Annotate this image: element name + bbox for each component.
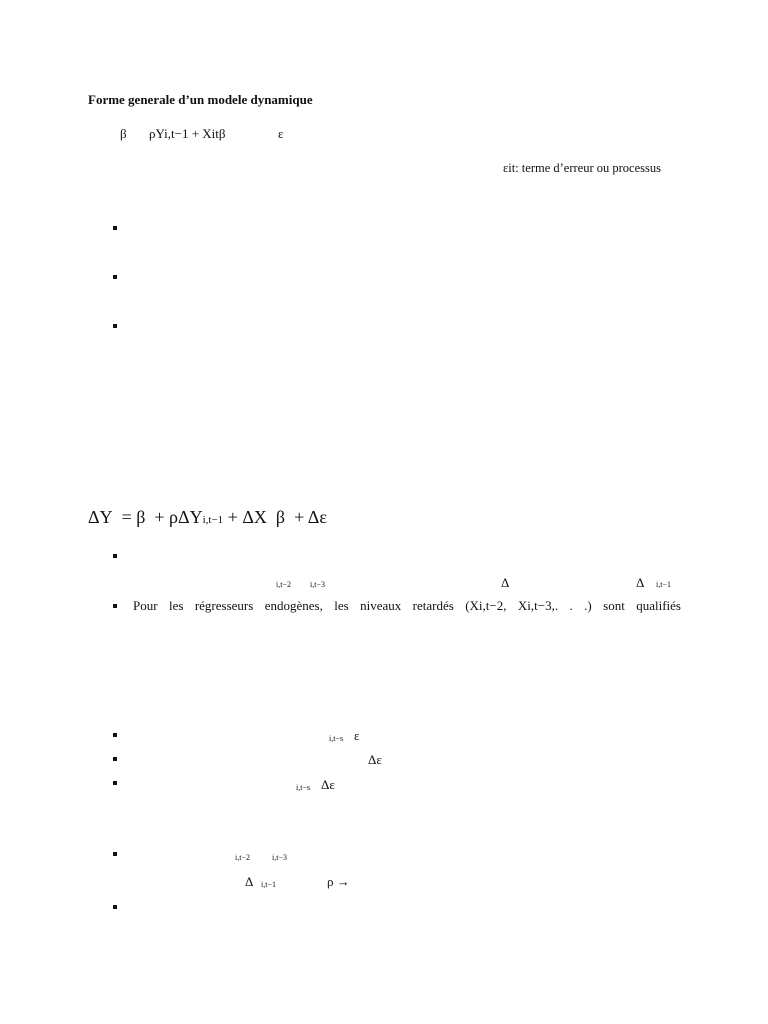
model-epsilon-symbol: ε xyxy=(278,126,284,141)
bullet-marker xyxy=(113,275,117,279)
bullet-marker xyxy=(113,757,117,761)
bullet-marker xyxy=(113,905,117,909)
bullet-marker xyxy=(113,604,117,608)
eq-delta-x: + ΔX xyxy=(227,507,267,527)
eq-beta: β xyxy=(275,507,286,527)
subscript-t1: i,t−1 xyxy=(261,880,276,889)
difference-equation xyxy=(88,507,327,528)
bullet-marker xyxy=(113,554,117,558)
delta-symbol: Δ xyxy=(245,874,254,889)
eq-equals-beta: = β xyxy=(121,507,146,527)
model-beta-symbol: β xyxy=(120,126,127,141)
delta-symbol: Δ xyxy=(636,575,645,590)
eq-rho-delta-y: + ρΔY xyxy=(154,507,203,527)
eq-delta-epsilon: + Δε xyxy=(294,507,327,527)
bullet-marker xyxy=(113,781,117,785)
bullet-marker xyxy=(113,324,117,328)
subscript-t2: i,t−2 xyxy=(276,580,291,589)
subscript-ts: i,t−s xyxy=(296,783,311,792)
eq-delta-y: ΔY xyxy=(88,507,113,527)
page-title: Forme generale d’un modele dynamique xyxy=(88,92,313,107)
bullet-marker xyxy=(113,226,117,230)
subscript-t3: i,t−3 xyxy=(310,580,325,589)
subscript-ts: i,t−s xyxy=(329,734,344,743)
subscript-t1: i,t−1 xyxy=(656,580,671,589)
endogenous-regressors-text: Pour les régresseurs endogènes, les niveaux retardés (Xi,t−2, Xi,t−3,. . .) sont qualifiés xyxy=(133,598,681,613)
epsilon-symbol: ε xyxy=(354,728,360,743)
subscript-t3: i,t−3 xyxy=(272,853,287,862)
rho-arrow: ρ → xyxy=(327,874,350,889)
bullet-marker xyxy=(113,852,117,856)
bullet-marker xyxy=(113,733,117,737)
subscript-t2: i,t−2 xyxy=(235,853,250,862)
model-lagged-term: ρYi,t−1 + Xitβ xyxy=(149,126,226,141)
delta-epsilon-symbol: Δε xyxy=(321,777,335,792)
delta-epsilon-symbol: Δε xyxy=(368,752,382,767)
delta-symbol: Δ xyxy=(501,575,510,590)
error-term-note: εit: terme d’erreur ou processus xyxy=(503,161,661,175)
eq-subscript: i,t−1 xyxy=(202,514,224,526)
